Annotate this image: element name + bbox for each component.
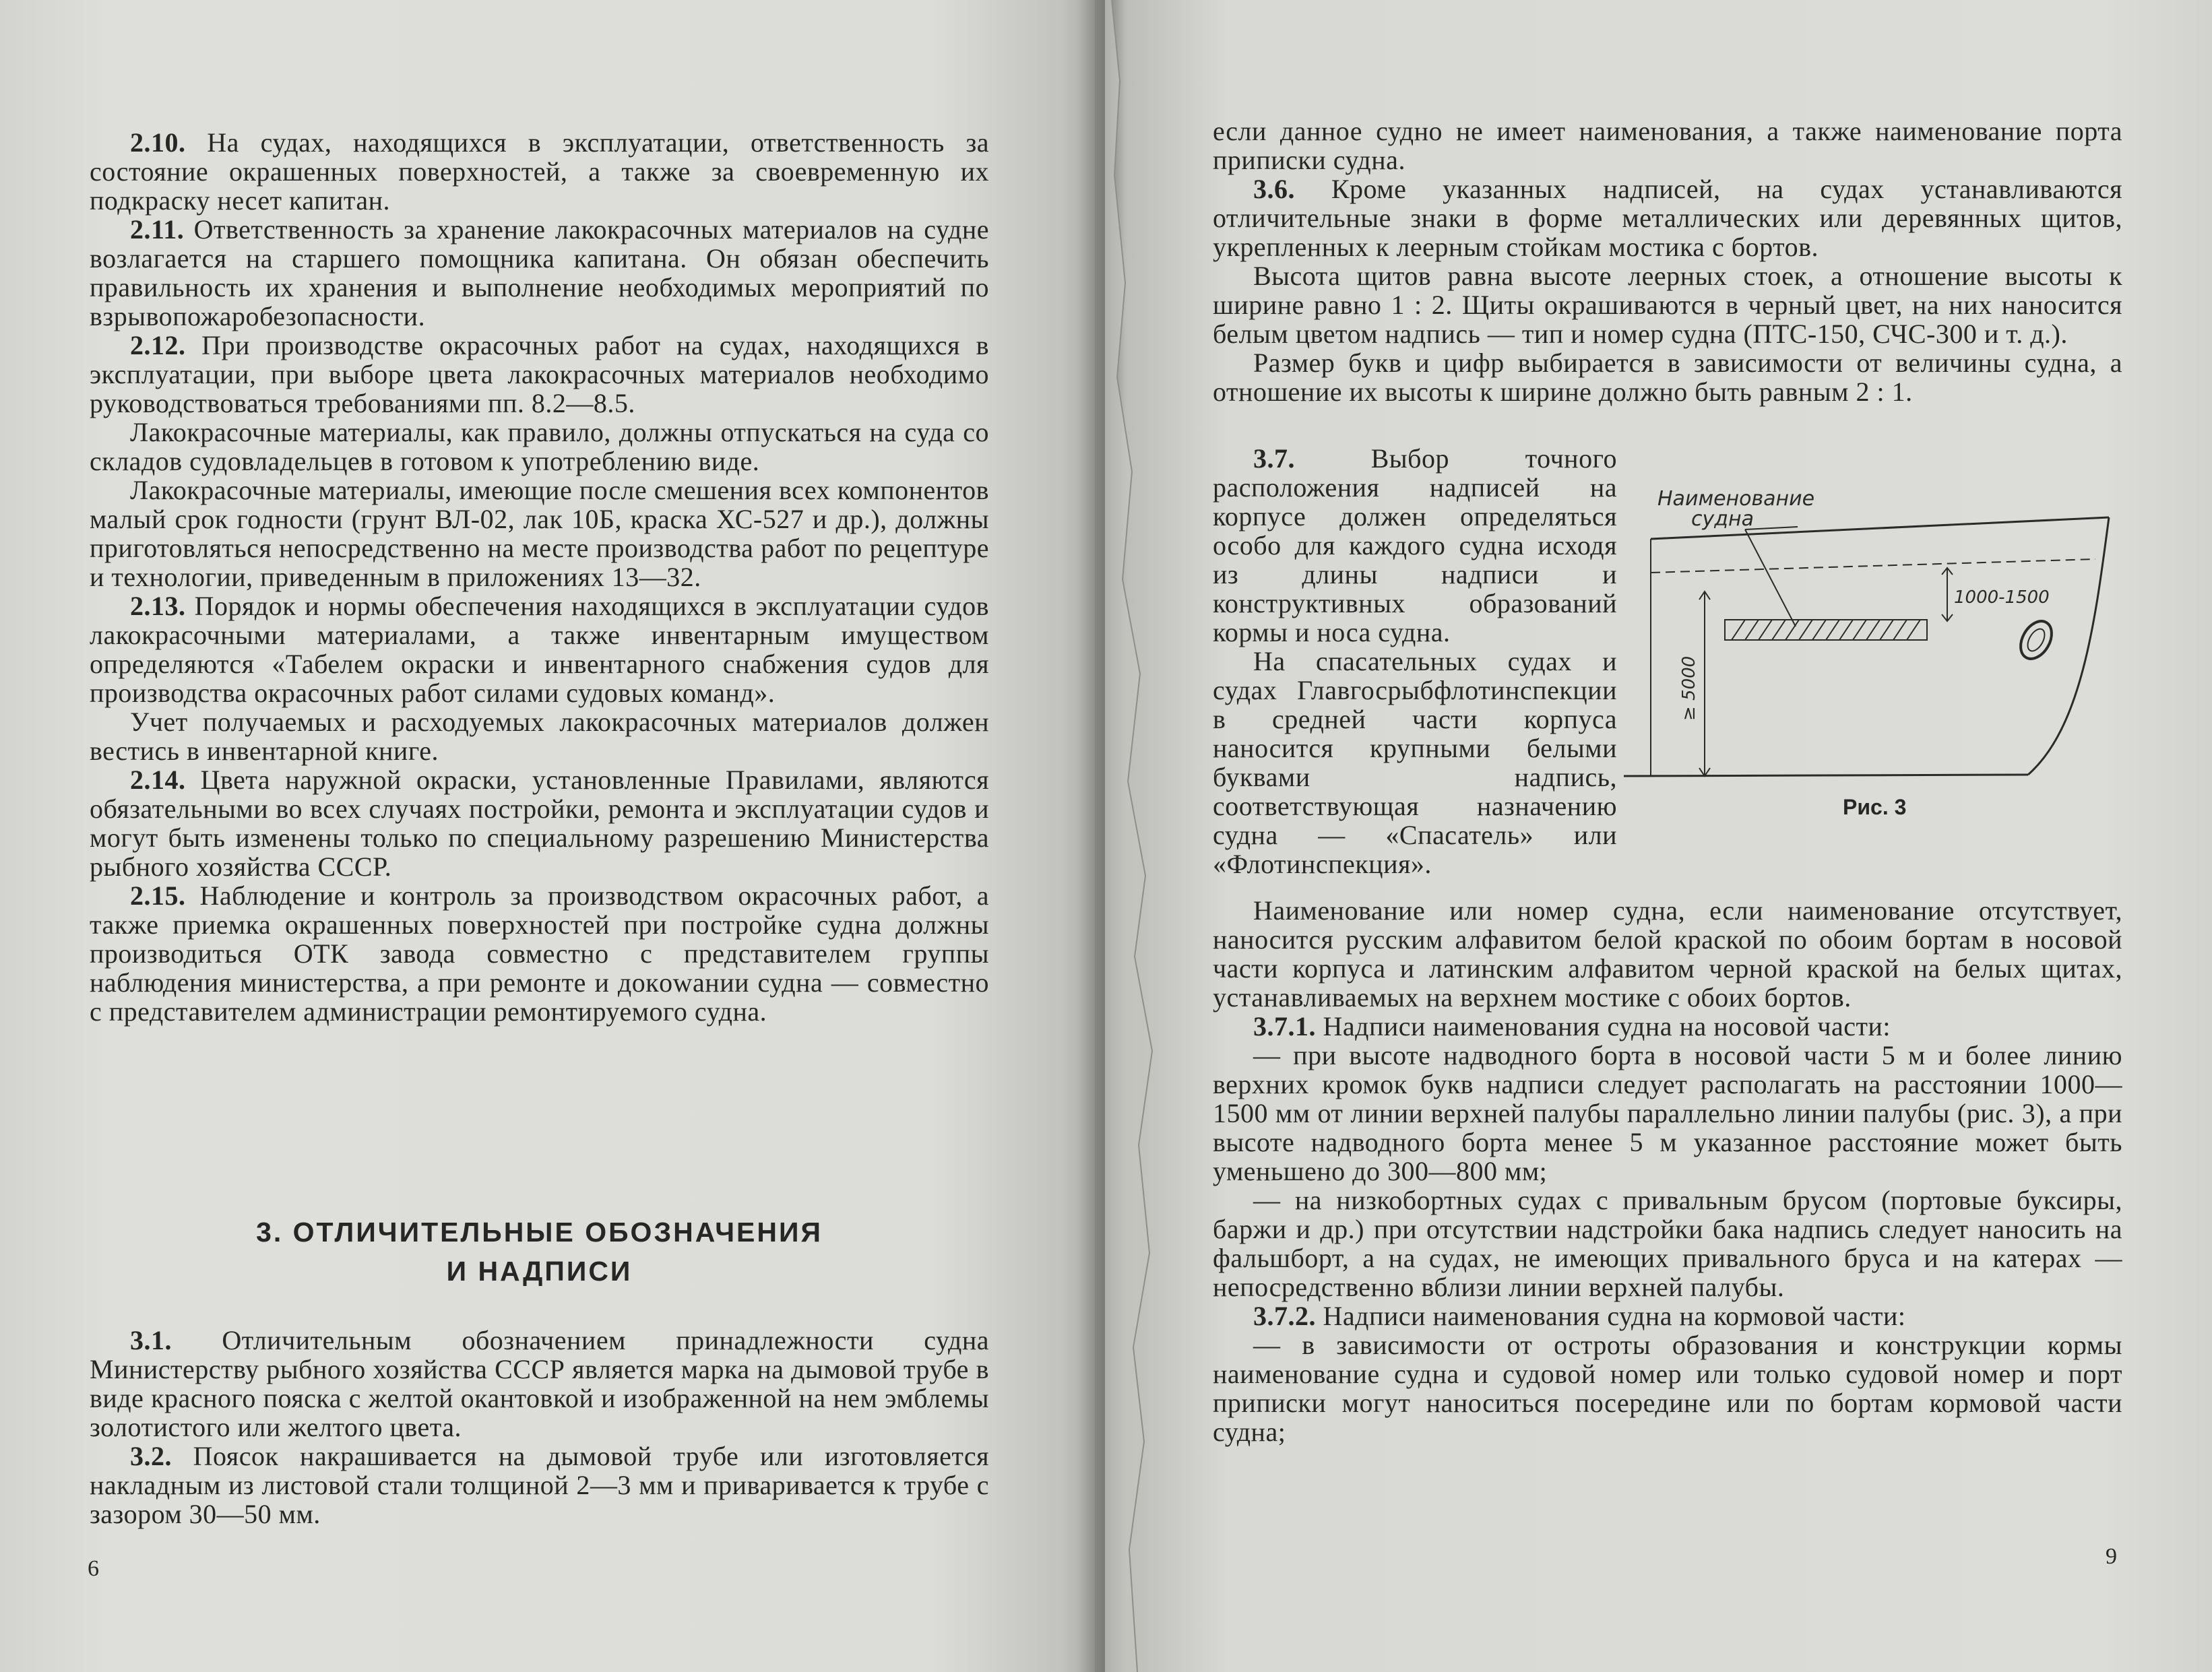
paragraph-number: 2.13. bbox=[130, 591, 186, 621]
paragraph-text: Поясок накрашивается на дымовой трубе или изготовляется накладным из листовой стали толщиной 2—3 мм и приваривается к трубе с зазором 30—50 мм. bbox=[90, 1441, 990, 1529]
paragraph-number: 2.10. bbox=[130, 127, 186, 158]
paragraph-text: — на низкобортных судах с привальным брусом (портовые буксиры, баржи и др.) при отсутствии надстройки бака надпись следует наносить на фальшборт, а на судах, не имеющих привального бруса и на катерах — непосредственно вблизи линии верхней палубы. bbox=[1213, 1185, 2122, 1302]
paragraph bbox=[1213, 1012, 2122, 1041]
paragraph bbox=[90, 1442, 989, 1529]
paragraph-text: Наименование или номер судна, если наименование отсутствует, наносится русским алфавитом белой краской по обоим бортам в носовой части корпуса и латинским алфавитом черной краской на белых щитах, устанавливаемых на верхнем мостике с обоих бортов. bbox=[1213, 895, 2122, 1012]
paragraph bbox=[90, 331, 989, 418]
paragraph-text: Порядок и нормы обеспечения находящихся в эксплуатации судов лакокрасочными материалами, а также инвентарным имуществом определяются «Табелем окраски и инвентарного снабжения судов для производства окрасочных работ силами судовых команд». bbox=[90, 591, 990, 708]
paragraph-text: На спасательных судах и судах Главгосрыбфлотинспекции в средней части корпуса наносится крупными белыми буквами надпись, соответствующая назначению судна — «Спасатель» или «Флотинспекция». bbox=[1213, 646, 1617, 879]
paragraph bbox=[1213, 1186, 2122, 1301]
page-number-right: 9 bbox=[2106, 1544, 2117, 1569]
paragraph bbox=[90, 476, 989, 591]
paragraph bbox=[90, 881, 989, 1026]
paragraph-number: 3.1. bbox=[130, 1325, 172, 1355]
paragraph bbox=[1213, 1041, 2122, 1186]
paragraph-text: Выбор точного расположения надписей на корпусе должен определяться особо для каждого судна исходя из длины надписи и конструктивных образований кормы и носа судна. bbox=[1213, 443, 1617, 647]
left-page-body-2 bbox=[90, 1326, 989, 1529]
page-number-left: 6 bbox=[88, 1556, 99, 1581]
paragraph-number: 2.12. bbox=[130, 330, 186, 360]
paragraph bbox=[1213, 444, 1617, 647]
paragraph bbox=[90, 765, 989, 881]
paragraph-number: 3.7. bbox=[1253, 443, 1295, 474]
figure-caption: Рис. 3 bbox=[1843, 795, 1907, 819]
figure-label-name-1: Наименование bbox=[1657, 487, 1815, 511]
paragraph-number: 3.6. bbox=[1253, 174, 1295, 204]
section-heading-line2: И НАДПИСИ bbox=[446, 1256, 633, 1287]
paragraph-text: Надписи наименования судна на кормовой части: bbox=[1323, 1301, 1906, 1331]
paragraph-number: 3.2. bbox=[130, 1441, 172, 1471]
paragraph-number: 3.7.2. bbox=[1253, 1301, 1316, 1331]
paragraph bbox=[90, 591, 989, 707]
paragraph-number: 2.11. bbox=[130, 214, 185, 245]
right-page-body-top bbox=[1213, 117, 2122, 406]
paragraph bbox=[90, 418, 989, 476]
figure-label-name-2: судна bbox=[1691, 507, 1754, 531]
paragraph-number: 2.14. bbox=[130, 765, 186, 795]
paragraph-text: — в зависимости от остроты образования и конструкции кормы наименование судна и судовой номер или только судовой номер и порт приписки могут наноситься посередине или по бортам кормовой части судна; bbox=[1213, 1330, 2122, 1447]
paragraph-text: Отличительным обозначением принадлежности судна Министерству рыбного хозяйства СССР является марка на дымовой трубе в виде красного пояска с желтой окантовкой и изображенной на нем эмблемы золотистого или желтого цвета. bbox=[90, 1325, 989, 1442]
paragraph bbox=[1213, 261, 2122, 348]
paragraph-text: Ответственность за хранение лакокрасочных материалов на судне возлагается на старшего помощника капитана. Он обязан обеспечить правильность их хранения и выполнение необходимых мероприятий по взрывопожаробезопасности. bbox=[90, 214, 990, 331]
left-page-body bbox=[90, 128, 989, 1026]
paragraph bbox=[1213, 896, 2122, 1012]
paragraph bbox=[1213, 1301, 2122, 1330]
torn-edge bbox=[1105, 0, 1186, 1672]
paragraph-text: Цвета наружной окраски, установленные Правилами, являются обязательными во всех случаях постройки, ремонта и эксплуатации судов и могут быть изменены только по специальному разрешению Министерства рыбного хозяйства СССР. bbox=[90, 765, 990, 882]
paragraph-text: Наблюдение и контроль за производством окрасочных работ, а также приемка окрашенных поверхностей при постройке судна должны производиться ОТК завода совместно с представителем группы наблюдения министерства, а при ремонте и докowании судна — совместно с представителем администрации ремонтируемого судна. bbox=[90, 880, 990, 1027]
paragraph-text: если данное судно не имеет наименования, а также наименование порта приписки судна. bbox=[1213, 116, 2122, 175]
paragraph-text: При производстве окрасочных работ на судах, находящихся в эксплуатации, при выборе цвета лакокрасочных материалов необходимо руководствоваться требованиями пп. 8.2—8.5. bbox=[90, 330, 989, 418]
figure-side-text bbox=[1213, 444, 1617, 878]
paragraph-number: 3.7.1. bbox=[1253, 1011, 1316, 1041]
paragraph-text: Учет получаемых и расходуемых лакокрасочных материалов должен вестись в инвентарной книге. bbox=[90, 707, 989, 766]
paragraph-number: 2.15. bbox=[130, 880, 186, 911]
paragraph bbox=[90, 1326, 989, 1442]
paragraph-text: — при высоте надводного борта в носовой части 5 м и более линию верхних кромок букв надписи следует располагать на расстоянии 1000—1500 мм от линии верхней палубы параллельно линии палубы (рис. 3), а при высоте надводного борта менее 5 м указанное расстояние может быть уменьшено до 300—800 мм; bbox=[1213, 1040, 2122, 1186]
paragraph-text: Высота щитов равна высоте леерных стоек, а отношение высоты к ширине равно 1 : 2. Щиты окрашиваются в черный цвет, на них наносится белым цветом надпись — тип и номер судна (ПТС-150, СЧС-300 и т. д.). bbox=[1213, 261, 2122, 349]
paragraph-text: Надписи наименования судна на носовой части: bbox=[1323, 1011, 1891, 1041]
figure-dim-upper: 1000-1500 bbox=[1954, 587, 2050, 608]
section-heading bbox=[90, 1213, 989, 1291]
paragraph bbox=[90, 128, 989, 215]
figure-dim-lower: ≥ 5000 bbox=[1679, 655, 1699, 721]
paragraph-text: Лакокрасочные материалы, как правило, должны отпускаться на суда со складов судовладельцев в готовом к употреблению виде. bbox=[90, 417, 989, 476]
right-page-body-bottom bbox=[1213, 896, 2122, 1446]
paragraph bbox=[1213, 348, 2122, 406]
paragraph bbox=[1213, 647, 1617, 878]
paragraph bbox=[1213, 174, 2122, 261]
section-heading-line1: 3. ОТЛИЧИТЕЛЬНЫЕ ОБОЗНАЧЕНИЯ bbox=[256, 1217, 823, 1248]
hull-figure bbox=[1624, 472, 2122, 822]
paragraph bbox=[90, 707, 989, 765]
left-page bbox=[0, 0, 1095, 1672]
paragraph bbox=[1213, 1330, 2122, 1446]
paragraph-text: Кроме указанных надписей, на судах устанавливаются отличительные знаки в форме металлических или деревянных щитов, укрепленных к леерным стойкам мостика с бортов. bbox=[1213, 174, 2122, 262]
paragraph-text: Размер букв и цифр выбирается в зависимости от величины судна, а отношение их высоты к ширине должно быть равным 2 : 1. bbox=[1213, 348, 2122, 407]
paragraph bbox=[1213, 117, 2122, 174]
paragraph-text: На судах, находящихся в эксплуатации, ответственность за состояние окрашенных поверхностей, а также за своевременную их подкраску несет капитан. bbox=[90, 127, 990, 216]
paragraph-text: Лакокрасочные материалы, имеющие после смешения всех компонентов малый срок годности (грунт ВЛ-02, лак 10Б, краска ХС-527 и др.), должны приготовляться непосредственно на месте производства работ по рецептуре и технологии, приведенным в приложениях 13—32. bbox=[90, 475, 989, 592]
paragraph bbox=[90, 215, 989, 331]
